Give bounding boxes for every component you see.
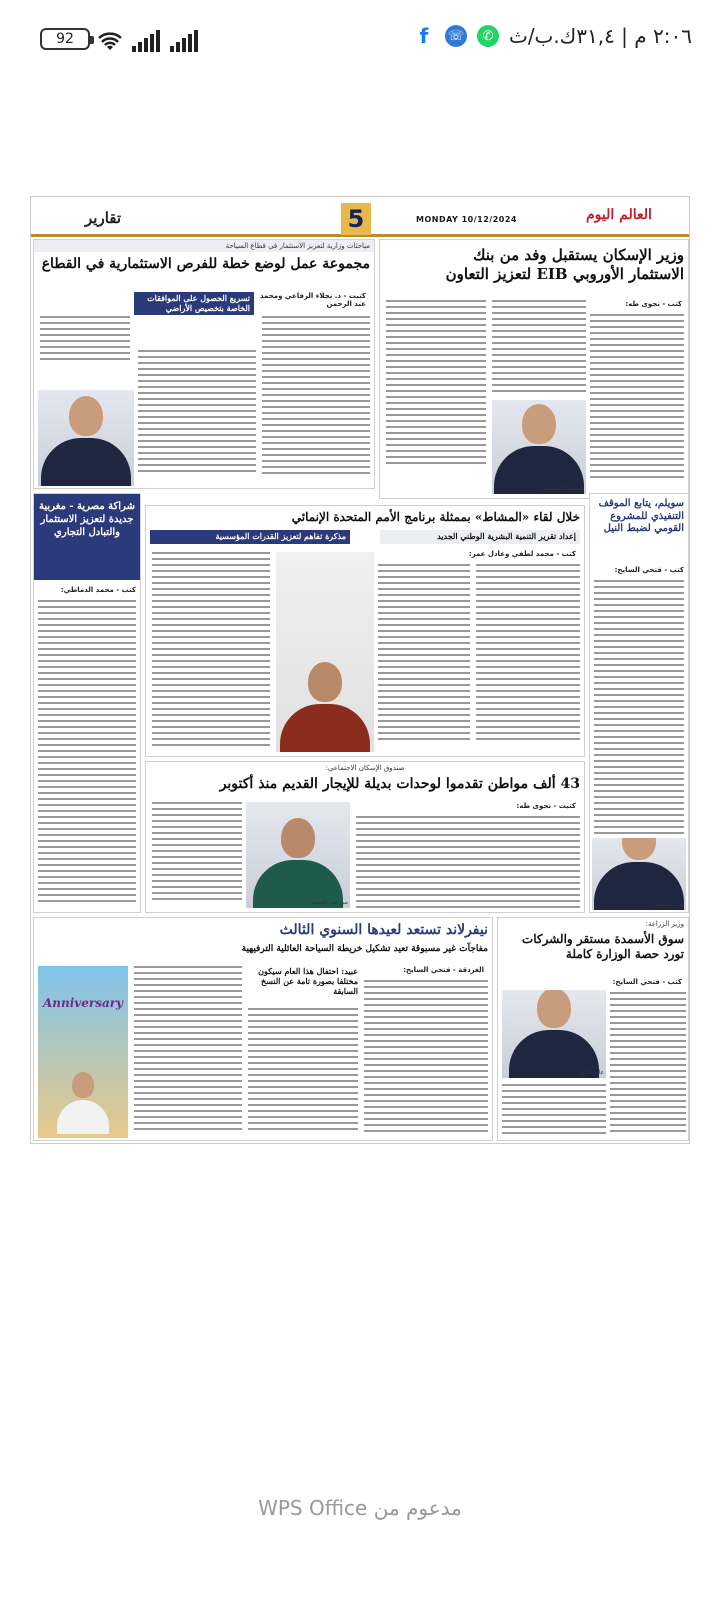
article-morocco	[33, 493, 141, 913]
photo-caption: شريف الشربيني	[543, 485, 584, 492]
photo-caption: هاني سويلم	[654, 901, 684, 908]
article-nefertari	[33, 917, 493, 1141]
article-pullquote: عبيد: احتفال هذا العام سيكون مختلفا بصورة تامة عن النسخ السابقة	[258, 966, 358, 996]
issue-date: MONDAY 10/12/2024	[416, 215, 517, 224]
article-photo	[38, 390, 134, 486]
status-right	[413, 24, 692, 48]
article-mashat	[145, 505, 585, 757]
article-byline: كتب - نجوى طه:	[625, 300, 682, 308]
person-figure	[57, 1072, 109, 1134]
body-text	[152, 802, 242, 904]
body-text	[38, 600, 136, 906]
person-figure	[509, 990, 599, 1078]
article-photo	[502, 990, 606, 1078]
article-nile	[589, 493, 689, 913]
wps-footer: مدعوم من WPS Office	[258, 1496, 462, 1520]
newspaper-page[interactable]	[30, 196, 690, 1144]
article-subhead: تسريع الحصول على الموافقات الخاصة بتخصيص الأراضي	[134, 292, 254, 315]
newspaper-logo: العالم اليوم	[586, 207, 652, 223]
masthead	[31, 203, 690, 237]
body-text	[492, 300, 586, 396]
cell-signal-icon	[132, 30, 160, 52]
article-tourism	[33, 239, 375, 489]
battery-indicator	[40, 28, 90, 50]
status-time: ٢:٠٦ م | ٣١,٤ك.ب/ث	[508, 24, 692, 48]
body-text	[610, 992, 686, 1136]
article-photo	[246, 802, 350, 908]
body-text	[502, 1084, 606, 1138]
cell-signal-2-icon	[170, 30, 198, 52]
body-text	[40, 316, 130, 364]
body-text	[134, 966, 242, 1134]
facebook-icon: f	[413, 25, 435, 47]
person-figure	[494, 404, 584, 494]
article-byline: كتب - محمد الدماطي:	[60, 586, 136, 594]
article-subhead-right: إعداد تقرير التنمية البشرية الوطني الجديد	[380, 530, 580, 544]
article-headline: 43 ألف مواطن تقدموا لوحدات بديلة للإيجار القديم منذ أكتوبر	[219, 776, 580, 792]
article-headline: شراكة مصرية - مغربية جديدة لتعزيز الاستثمار والتبادل التجاري	[34, 494, 140, 580]
person-figure	[594, 838, 684, 910]
document-viewer[interactable]	[0, 76, 720, 1600]
article-headline-1: وزير الإسكان يستقبل وفد من بنك	[473, 246, 684, 264]
body-text	[248, 1008, 358, 1134]
article-photo	[492, 400, 586, 494]
body-text	[378, 564, 470, 744]
body-text	[590, 314, 684, 482]
person-figure	[253, 818, 343, 908]
anniversary-poster	[38, 966, 128, 1138]
article-photo	[592, 838, 686, 910]
body-text	[386, 300, 486, 468]
article-agriculture	[497, 917, 689, 1141]
article-byline: كتبت - نجوى طه:	[516, 802, 576, 810]
page-number: 5	[341, 203, 371, 235]
article-byline: كتب - محمد لطفي وعادل عمر:	[468, 550, 576, 558]
article-rent	[145, 761, 585, 913]
article-headline-2: الاستثمار الأوروبي EIB لتعزيز التعاون	[445, 264, 684, 283]
phone-icon: ☏	[445, 25, 467, 47]
body-text	[356, 816, 580, 912]
poster-text: Anniversary	[42, 996, 124, 1010]
article-byline: كتبت - د. نجلاء الرفاعي ومحمد عبد الرحمن	[259, 292, 366, 308]
article-headline: سوق الأسمدة مستقر والشركات تورد حصة الوزارة كاملة	[521, 932, 684, 961]
article-subhead: مفاجآت غير مسبوقة تعيد تشكيل خريطة السياحة العائلية الترفيهية	[241, 943, 488, 954]
article-byline: كتب - فتحي السايح:	[614, 566, 684, 574]
article-kicker: مباحثات وزارية لتعزيز الاستثمار في قطاع السياحة	[34, 240, 374, 252]
body-text	[262, 316, 370, 478]
person-figure	[280, 662, 370, 752]
article-photo	[276, 552, 374, 752]
article-headline: نيفرلاند تستعد لعيدها السنوي الثالث	[279, 922, 488, 938]
body-text	[138, 350, 256, 476]
article-headline: خلال لقاء «المشاط» بممثلة برنامج الأمم المتحدة الإنمائي	[291, 510, 580, 524]
body-text	[594, 580, 684, 850]
signal-icons	[98, 24, 198, 52]
article-byline: الغردقة - فتحي السايح:	[403, 966, 484, 974]
article-kicker: صندوق الإسكان الاجتماعي:	[146, 762, 584, 774]
article-subhead-left: مذكرة تفاهم لتعزيز القدرات المؤسسية	[150, 530, 350, 544]
status-bar	[0, 0, 720, 76]
body-text	[152, 552, 270, 750]
article-byline: كتب - فتحي السايح:	[612, 978, 682, 986]
whatsapp-icon: ✆	[477, 25, 499, 47]
article-housing	[379, 239, 689, 499]
article-headline: سويلم، يتابع الموقف التنفيذي للمشروع القومي لضبط النيل	[598, 498, 684, 534]
battery-level: 92	[56, 31, 74, 47]
body-text	[364, 980, 488, 1136]
article-kicker: وزير الزراعة:	[498, 918, 688, 930]
wifi-icon	[98, 30, 122, 52]
article-headline: مجموعة عمل لوضع خطة للفرص الاستثمارية في القطاع	[41, 256, 370, 272]
photo-caption: مي عبد الحميد	[311, 899, 348, 906]
section-label: تقارير	[85, 209, 122, 227]
person-figure	[41, 396, 131, 486]
photo-caption: علاء فاروق	[576, 1069, 604, 1076]
body-text	[476, 564, 580, 744]
